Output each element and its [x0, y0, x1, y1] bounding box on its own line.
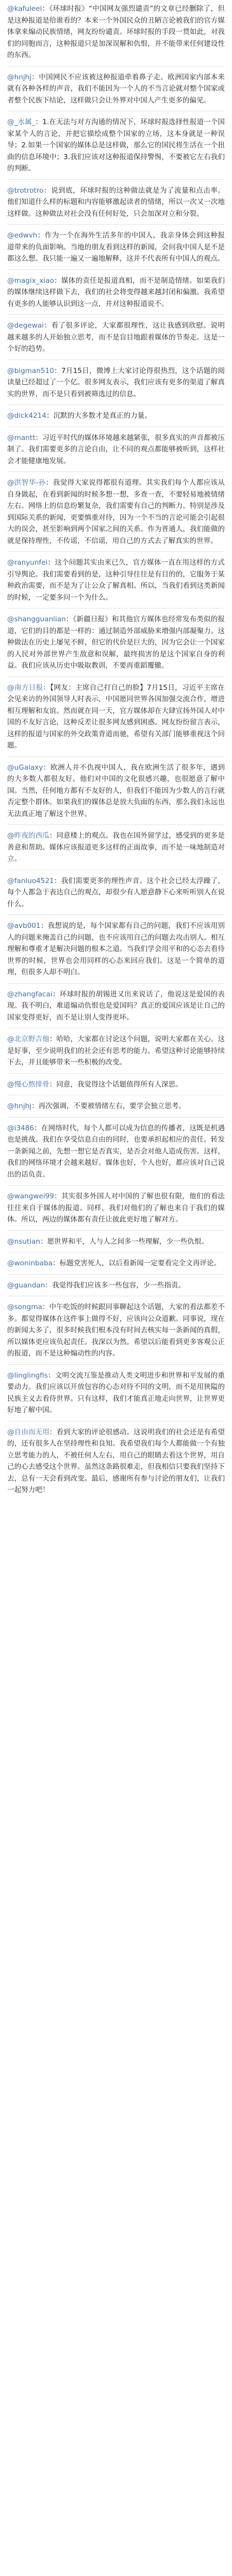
comment-divider — [7, 1274, 225, 1275]
comment-author-handle[interactable]: @kafuleei — [7, 5, 42, 13]
comment-text: 欧洲人并不仇视中国人，我在欧洲生活了很多年，遇到的大多数人都很友好。他们对中国的文化很感兴趣，也很愿意了解中国。当然，任何地方都有不友好的人，但我们不能因为少数人的言行就否定整个群体。如果我们的媒体总是放大负面的东西，那么我们永远也无法真正地了解这个世界。 — [7, 763, 225, 818]
comment-body: @linglingfis：文明交流互鉴是推动人类文明进步和世界和平发展的重要动力。我们应该以开放包容的心态对待不同的文明，而不是用狭隘的民族主义去看待世界。只有这样，我们才能真正地走向世界，让世界更好地了解中国。 — [7, 1371, 225, 1414]
comment-body: @magix_xiao：媒体的责任是报道真相，而不是制造情绪。如果我们的媒体继续这样做下去，我们的社会将变得越来越封闭和偏激。我希望有更多的人能够认识到这一点，并对这种报道说不。 — [7, 276, 225, 308]
comment-text: 这个问题其实由来已久，官方媒体一直在用这样的方式引导舆论。我们需要看到的是，这种引导往往是有目的的，它服务于某种政治需要，而不是为了让公众了解真相。所以，当我们看到这类新闻的时候，一定要多问一个为什么。 — [7, 558, 225, 602]
comment-author-handle[interactable]: @woninbaba — [7, 1259, 53, 1267]
comment-item — [7, 72, 225, 107]
comment-body: @_水属_：1.在无法与对方沟通的情况下，环球时报选择性报道一个国家某个人的言论，并把它描绘成整个国家的立场，这本身就是一种误导；2.如果一个国家的媒体总是这样做，那么它的国民将生活在一个扭曲的信息环境中；3.我们应该对这种报道保持警惕，不要被它左右我们的判断。 — [7, 118, 225, 173]
comment-divider — [7, 179, 225, 180]
comment-text: 我想说的是，每个国家都有自己的问题，我们不应该用别人的问题来掩盖自己的问题，也不应该用自己的问题去攻击别人。相互理解和尊重才是解决问题的根本之道。当我们学会用平和的心态去看待世界的时候，世界也会用同样的心态来回应我们。这是一个简单的道理，但很多人却不明白。 — [7, 922, 225, 976]
comment-text: 作为一个在海外生活多年的中国人，我亲身体会到这种报道带来的负面影响。当地的朋友看到这样的新闻，会问我中国人是不是都这么想。我只能一遍又一遍地解释，这并不代表所有中国人的观点。 — [7, 231, 225, 263]
comment-text: 中午吃饭的时候跟同事聊起这个话题，大家的看法都差不多。都觉得媒体在这件事上做得不好，应该向公众道歉。同事说，现在的新闻太多了，很多时候我们根本没有时间去核实每一条新闻的真假，所以媒体更应该负起责任。我深以为然。希望以后能看到更多客观公正的报道，而不是这种煽动性的内容。 — [7, 1303, 225, 1358]
comment-author-handle[interactable]: @linglingfis — [7, 1371, 48, 1380]
comment-item — [7, 477, 225, 547]
comment-author-handle[interactable]: @magix_xiao — [7, 276, 54, 285]
comment-item — [7, 989, 225, 1024]
comment-author-handle[interactable]: @songma — [7, 1303, 42, 1311]
comment-author-handle[interactable]: @洪智华-孙 — [7, 479, 46, 487]
comment-text: 1.在无法与对方沟通的情况下，环球时报选择性报道一个国家某个人的言论，并把它描绘成整个国家的立场，这本身就是一种误导；2.如果一个国家的媒体总是这样做，那么它的国民将生活在一个扭曲的信息环境中；3.我们应该对这种报道保持警惕，不要被它左右我们的判断。 — [7, 118, 225, 173]
comment-item — [7, 1370, 225, 1416]
comment-divider — [7, 269, 225, 270]
comment-text: 我觉得大家说得都很有道理。其实我们每个人都应该从自身做起，在看到新闻的时候多想一想，多查一查，不要轻易地被情绪左右。网络上的信息纷繁复杂，我们需要有自己的判断力。特别是涉及到国际关系的新闻，更要慎重对待，因为一个不当的言论可能会引起很大的误会，甚至影响到两个国家之间的关系。作为普通人，我们能做的就是保持理性，不传谣，不信谣，用自己的方式去了解真实的世界。 — [7, 479, 225, 545]
comment-body: @songma：中午吃饭的时候跟同事聊起这个话题，大家的看法都差不多。都觉得媒体在这件事上做得不好，应该向公众道歉。同事说，现在的新闻太多了，很多时候我们根本没有时间去核实每一条新闻的真假，所以媒体更应该负起责任。我深以为然。希望以后能看到更多客观公正的报道，而不是这种煽动性的内容。 — [7, 1303, 225, 1358]
comment-text: 同意，我觉得这个话题值得所有人深思。 — [56, 1080, 183, 1089]
comment-divider — [7, 471, 225, 472]
comment-author-handle[interactable]: @dick4214 — [7, 412, 46, 420]
comment-text: 我们需要更多的理性声音。这个社会已经太浮躁了，每个人都急于表达自己的观点，却很少有人愿意静下心来听听别人在说什么。 — [7, 876, 225, 908]
comment-text: 同意楼上的观点。我也在国外留学过，感受到的更多是善意和帮助。媒体应该报道更多这样的正面故事，而不是一味地制造对立。 — [7, 832, 225, 863]
comment-divider — [7, 914, 225, 915]
comment-item — [7, 1033, 225, 1069]
comment-author-handle[interactable]: @bigman510 — [7, 366, 54, 375]
comment-body: @昨夜的西瓜：同意楼上的观点。我也在国外留学过，感受到的更多是善意和帮助。媒体应该报道更多这样的正面故事，而不是一味地制造对立。 — [7, 832, 225, 863]
comment-author-handle[interactable]: @uGalaxy — [7, 763, 43, 772]
comment-author-handle[interactable]: @_水属_ — [7, 118, 36, 126]
comment-body: @hnjhj：再次强调，不要被情绪左右，要学会独立思考。 — [7, 1102, 186, 1110]
comment-item — [7, 1191, 225, 1226]
comment-body: @ranyunfei：这个问题其实由来已久，官方媒体一直在用这样的方式引导舆论。我们需要看到的是，这种引导往往是有目的的，它服务于某种政治需要，而不是为了让公众了解真相。所以，当我们看到这类新闻的时候，一定要多问一个为什么。 — [7, 558, 225, 602]
comment-body: @guandan：我觉得我们应该多一些包容，少一些指责。 — [7, 1281, 186, 1290]
comment-item — [7, 1100, 225, 1112]
comment-text: 在网络时代，每个人都可以成为信息的传播者，这既是机遇也是挑战。我们在享受信息自由的同时，也要承担起相应的责任。转发一条新闻之前，先想一想它是否真实，是否会对他人造成伤害。这样，我们的网络环境才会越来越好。媒体也好，个人也好，都应该对自己说出的话负责。 — [7, 1124, 225, 1179]
comment-item — [7, 1236, 225, 1248]
comment-author-handle[interactable]: @hnjhj — [7, 73, 31, 81]
comment-divider — [7, 756, 225, 757]
comment-body: @i3486：在网络时代，每个人都可以成为信息的传播者，这既是机遇也是挑战。我们在享受信息自由的同时，也要承担起相应的责任。转发一条新闻之前，先想一想它是否真实，是否会对他人造成伤害。这样，我们的网络环境才会越来越好。媒体也好，个人也好，都应该对自己说出的话负责。 — [7, 1124, 225, 1179]
comment-body: @洪智华-孙：我觉得大家说得都很有道理。其实我们每个人都应该从自身做起，在看到新闻的时候多想一想，多查一查，不要轻易地被情绪左右。网络上的信息纷繁复杂，我们需要有自己的判断力。特别是涉及到国际关系的新闻，更要慎重对待，因为一个不当的言论可能会引起很大的误会，甚至影响到两个国家之间的关系。作为普通人，我们能做的就是保持理性，不传谣，不信谣，用自己的方式去了解真实的世界。 — [7, 479, 225, 545]
comment-author-handle[interactable]: @shangguanlian — [7, 615, 66, 623]
comment-item — [7, 1301, 225, 1360]
comment-divider — [7, 1073, 225, 1074]
comment-item — [7, 682, 225, 752]
comment-author-handle[interactable]: @avb001 — [7, 922, 41, 930]
comment-body: @wangwei99：其实很多外国人对中国的了解也很有限，他们的看法往往来自于媒体的报道。同样，我们对他们的了解也来自于我们的媒体。所以，两边的媒体都有责任让彼此更好地了解对方。 — [7, 1192, 225, 1224]
comment-divider — [7, 1230, 225, 1231]
comment-item — [7, 3, 225, 61]
comment-author-handle[interactable]: @zhangfacai — [7, 990, 53, 998]
comment-author-handle[interactable]: @trotrotro — [7, 186, 44, 195]
comment-author-handle[interactable]: @nsutian — [7, 1237, 40, 1246]
comment-author-handle[interactable]: @mantt — [7, 433, 36, 442]
comment-body: @uGalaxy：欧洲人并不仇视中国人，我在欧洲生活了很多年，遇到的大多数人都很友好。他们对中国的文化很感兴趣，也很愿意了解中国。当然，任何地方都有不友好的人，但我们不能因为少数人的言行就否定整个群体。如果我们的媒体总是放大负面的东西，那么我们永远也无法真正地了解这个世界。 — [7, 763, 225, 818]
comment-text: 愿世界和平，人与人之间多一些理解，少一些仇恨。 — [47, 1237, 209, 1246]
comment-item — [7, 230, 225, 265]
comment-body: @kafuleei：《环球时报》“中国网友强烈谴责”的文章已经删除了，但是这种报道是给谁看的？本来一个外国民众的丑陋言论被我们的官方媒体拿来煽动民族情绪，网友纷纷谴责。环球时报的手段一贯如此，对我们的同胞而言，这种报道只是加深误解和仇恨，并不能带来任何建设性的东西。 — [7, 5, 225, 59]
comment-body: @degewai：看了很多评论，大家都很理性，这让我感到欣慰。说明越来越多的人开始独立思考，而不是盲目地跟着媒体的节奏走。这是一个好的趋势。 — [7, 321, 225, 353]
comment-author-handle[interactable]: @ranyunfei — [7, 558, 48, 567]
comment-author-handle[interactable]: @wangwei99 — [7, 1192, 54, 1200]
comment-author-handle[interactable]: @南方日报 — [7, 683, 43, 692]
comment-text: 《环球时报》“中国网友强烈谴责”的文章已经删除了，但是这种报道是给谁看的？本来一个外国民众的丑陋言论被我们的官方媒体拿来煽动民族情绪，网友纷纷谴责。环球时报的手段一贯如此，对我们的同胞而言，这种报道只是加深误解和仇恨，并不能带来任何建设性的东西。 — [7, 5, 225, 59]
comment-text: 看了很多评论，大家都很理性，这让我感到欣慰。说明越来越多的人开始独立思考，而不是盲目地跟着媒体的节奏走。这是一个好的趋势。 — [7, 321, 225, 353]
comment-item — [7, 1280, 225, 1292]
comment-divider — [7, 314, 225, 315]
comment-divider — [7, 224, 225, 225]
comment-text: 哈哈，大家都在讨论这个问题，说明大家都在关心。这是好事，至少说明我们的社会还有思考的能力。希望这种讨论能够持续下去，并且能够带来一些积极的改变。 — [7, 1035, 225, 1066]
comment-body: @trotrotro：说到底，环球时报的这种做法就是为了流量和点击率。他们知道什么样的标题和内容能够激起读者的情绪，所以一次又一次地这样做。这种做法对社会没有任何好处，只会加深对立和分裂。 — [7, 186, 225, 218]
comment-text: 环球时报的胡锡进又出来说话了，他说这是爱国的表现。我不明白，难道煽动仇恨也是爱国吗？真正的爱国应该是让自己的国家变得更好，而不是让别人变得更坏。 — [7, 990, 225, 1022]
comment-body: @woninbaba：标题党害死人，以后看新闻一定要看完全文再评论。 — [7, 1259, 221, 1267]
comment-text: 沉默的大多数才是真正的力量。 — [53, 412, 152, 420]
comment-body: @shangguanlian：《新疆日报》和其他官方媒体也经常发布类似的报道，它们的目的都是一样的：通过制造外部威胁来增强内部凝聚力。这种做法在历史上屡见不鲜，但它的代价是巨大的，因为它会让一个国家的人民对外部世界产生敌意和误解，最终损害的是这个国家自身的利益。我们应该从历史中吸取教训，不要再重蹈覆辙。 — [7, 615, 225, 670]
comment-text: 标题党害死人，以后看新闻一定要看完全文再评论。 — [59, 1259, 221, 1267]
comment-text: 《新疆日报》和其他官方媒体也经常发布类似的报道，它们的目的都是一样的：通过制造外部威胁来增强内部凝聚力。这种做法在历史上屡见不鲜，但它的代价是巨大的，因为它会让一个国家的人民对外部世界产生敌意和误解，最终损害的是这个国家自身的利益。我们应该从历史中吸取教训，不要再重蹈覆辙。 — [7, 615, 225, 670]
comment-body: @hnjhj：中国网民不应该被这种报道牵着鼻子走。欧洲国家内部本来就有各种各样的声音，我们不能因为一个人的不当言论就对整个国家或者整个民族下结论，这样做只会让外界对中国人产生更多的偏见。 — [7, 73, 225, 105]
comment-text: 其实很多外国人对中国的了解也很有限，他们的看法往往来自于媒体的报道。同样，我们对他们的了解也来自于我们的媒体。所以，两边的媒体都有责任让彼此更好地了解对方。 — [7, 1192, 225, 1224]
comment-body: @bigman510：7月15日，微博上大家讨论得很热烈，这个话题的阅读量已经超过了一个亿。很多网友表示，我们应该有更多的渠道了解真实的世界，而不是只看到被筛选过的信息。 — [7, 366, 225, 398]
comment-item — [7, 410, 225, 422]
comment-author-handle[interactable]: @edwvh — [7, 231, 38, 240]
comment-item — [7, 557, 225, 603]
comment-item — [7, 365, 225, 400]
comment-text: 说到底，环球时报的这种做法就是为了流量和点击率。他们知道什么样的标题和内容能够激起读者的情绪，所以一次又一次地这样做。这种做法对社会没有任何好处，只会加深对立和分裂。 — [7, 186, 225, 218]
comment-body: @dick4214：沉默的大多数才是真正的力量。 — [7, 412, 152, 420]
comment-divider — [7, 824, 225, 825]
comment-item — [7, 830, 225, 865]
comment-item — [7, 1427, 225, 1496]
comment-item — [7, 116, 225, 175]
comment-author-handle[interactable]: @hnjhj — [7, 1102, 31, 1110]
comment-item — [7, 762, 225, 820]
comment-text: 7月15日，微博上大家讨论得很热烈，这个话题的阅读量已经超过了一个亿。很多网友表示，我们应该有更多的渠道了解真实的世界，而不是只看到被筛选过的信息。 — [7, 366, 225, 398]
comment-item — [7, 614, 225, 672]
comment-item — [7, 875, 225, 910]
comment-body: @mantt：习近平时代的媒体环境越来越紧张，很多真实的声音都被压制了。我们需要更多的言论自由，让不同的观点都能够被听到，这样社会才能健康地发展。 — [7, 433, 225, 465]
comment-text: 习近平时代的媒体环境越来越紧张，很多真实的声音都被压制了。我们需要更多的言论自由，让不同的观点都能够被听到，这样社会才能健康地发展。 — [7, 433, 225, 465]
comment-text: 再次强调，不要被情绪左右，要学会独立思考。 — [38, 1102, 186, 1110]
comment-author-handle[interactable]: @guandan — [7, 1281, 45, 1290]
comment-divider — [7, 676, 225, 677]
comment-item — [7, 920, 225, 978]
comment-body: @北京野吉他：哈哈，大家都在讨论这个问题，说明大家都在关心。这是好事，至少说明我们的社会还有思考的能力。希望这种讨论能够持续下去，并且能够带来一些积极的改变。 — [7, 1035, 225, 1066]
comment-text: 文明交流互鉴是推动人类文明进步和世界和平发展的重要动力。我们应该以开放包容的心态对待不同的文明，而不是用狭隘的民族主义去看待世界。只有这样，我们才能真正地走向世界，让世界更好地了解中国。 — [7, 1371, 225, 1414]
comment-item — [7, 275, 225, 310]
comment-item — [7, 185, 225, 220]
comment-body: @edwvh：作为一个在海外生活多年的中国人，我亲身体会到这种报道带来的负面影响。当地的朋友看到这样的新闻，会问我中国人是不是都这么想。我只能一遍又一遍地解释，这并不代表所有中国人的观点。 — [7, 231, 225, 263]
comment-body: @慢心熬排骨：同意，我觉得这个话题值得所有人深思。 — [7, 1080, 183, 1089]
comment-divider — [7, 551, 225, 552]
comment-body: @avb001：我想说的是，每个国家都有自己的问题，我们不应该用别人的问题来掩盖自己的问题，也不应该用自己的问题去攻击别人。相互理解和尊重才是解决问题的根本之道。当我们学会用平和的心态去看待世界的时候，世界也会用同样的心态来回应我们。这是一个简单的道理，但很多人却不明白。 — [7, 922, 225, 976]
comment-text: 中国网民不应该被这种报道牵着鼻子走。欧洲国家内部本来就有各种各样的声音，我们不能因为一个人的不当言论就对整个国家或者整个民族下结论，这样做只会让外界对中国人产生更多的偏见。 — [7, 73, 225, 105]
comment-body: @自由而无用：看到大家的评论很感动。这说明我们的社会还是有希望的，还有很多人在坚持理性和良知。我希望我们每个人都能做一个有独立思考能力的人，不被任何人左右，用自己的眼睛去看这个世界，用自己的心去感受这个世界。虽然这条路很难走，但我相信只要我们坚持下去，总有一天会看到改变。最后，感谢所有参与讨论的朋友们，让我们一起努力吧！ — [7, 1428, 225, 1494]
comment-body: @fanluo4521：我们需要更多的理性声音。这个社会已经太浮躁了，每个人都急于表达自己的观点，却很少有人愿意静下心来听听别人在说什么。 — [7, 876, 225, 908]
comment-item — [7, 1123, 225, 1181]
comment-author-handle[interactable]: @fanluo4521 — [7, 876, 54, 885]
comment-text: 看到大家的评论很感动。这说明我们的社会还是有希望的，还有很多人在坚持理性和良知。我希望我们每个人都能做一个有独立思考能力的人，不被任何人左右，用自己的眼睛去看这个世界，用自己的心去感受这个世界。虽然这条路很难走，但我相信只要我们坚持下去，总有一天会看到改变。最后，感谢所有参与讨论的朋友们，让我们一起努力吧！ — [7, 1428, 225, 1494]
comment-item — [7, 1258, 225, 1269]
comment-author-handle[interactable]: @北京野吉他 — [7, 1035, 49, 1043]
comment-author-handle[interactable]: @慢心熬排骨 — [7, 1080, 49, 1089]
comment-divider — [7, 404, 225, 405]
comment-item — [7, 432, 225, 467]
comment-body: @南方日报：【网友：主席自己打自己的脸】7月15日，习近平主席在会见来访的外国领导人时表示，中国愿同世界各国加强交流合作，增进相互理解和友谊。然而就在同一天，官方媒体却在大肆宣扬外国人对中国的不友好言论，这种反差让很多网友感到困惑。网友纷纷留言表示，这样的报道与国家的外交政策背道而驰，希望有关部门能够重视这个问题。 — [7, 683, 225, 750]
comment-text: 【网友：主席自己打自己的脸】7月15日，习近平主席在会见来访的外国领导人时表示，中国愿同世界各国加强交流合作，增进相互理解和友谊。然而就在同一天，官方媒体却在大肆宣扬外国人对中国的不友好言论，这种反差让很多网友感到困惑。网友纷纷留言表示，这样的报道与国家的外交政策背道而驰，希望有关部门能够重视这个问题。 — [7, 683, 225, 750]
comment-body: @nsutian：愿世界和平，人与人之间多一些理解，少一些仇恨。 — [7, 1237, 209, 1246]
comment-author-handle[interactable]: @自由而无用 — [7, 1428, 49, 1436]
comment-text: 媒体的责任是报道真相，而不是制造情绪。如果我们的媒体继续这样做下去，我们的社会将变得越来越封闭和偏激。我希望有更多的人能够认识到这一点，并对这种报道说不。 — [7, 276, 225, 308]
comment-author-handle[interactable]: @昨夜的西瓜 — [7, 832, 49, 840]
comment-author-handle[interactable]: @degewai — [7, 321, 44, 330]
comment-item — [7, 1079, 225, 1091]
comment-text: 我觉得我们应该多一些包容，少一些指责。 — [52, 1281, 186, 1290]
comment-item — [7, 320, 225, 355]
comment-divider — [7, 983, 225, 984]
comment-body: @zhangfacai：环球时报的胡锡进又出来说话了，他说这是爱国的表现。我不明白，难道煽动仇恨也是爱国吗？真正的爱国应该是让自己的国家变得更好，而不是让别人变得更坏。 — [7, 990, 225, 1022]
comment-author-handle[interactable]: @i3486 — [7, 1124, 34, 1132]
comment-divider — [7, 1364, 225, 1365]
